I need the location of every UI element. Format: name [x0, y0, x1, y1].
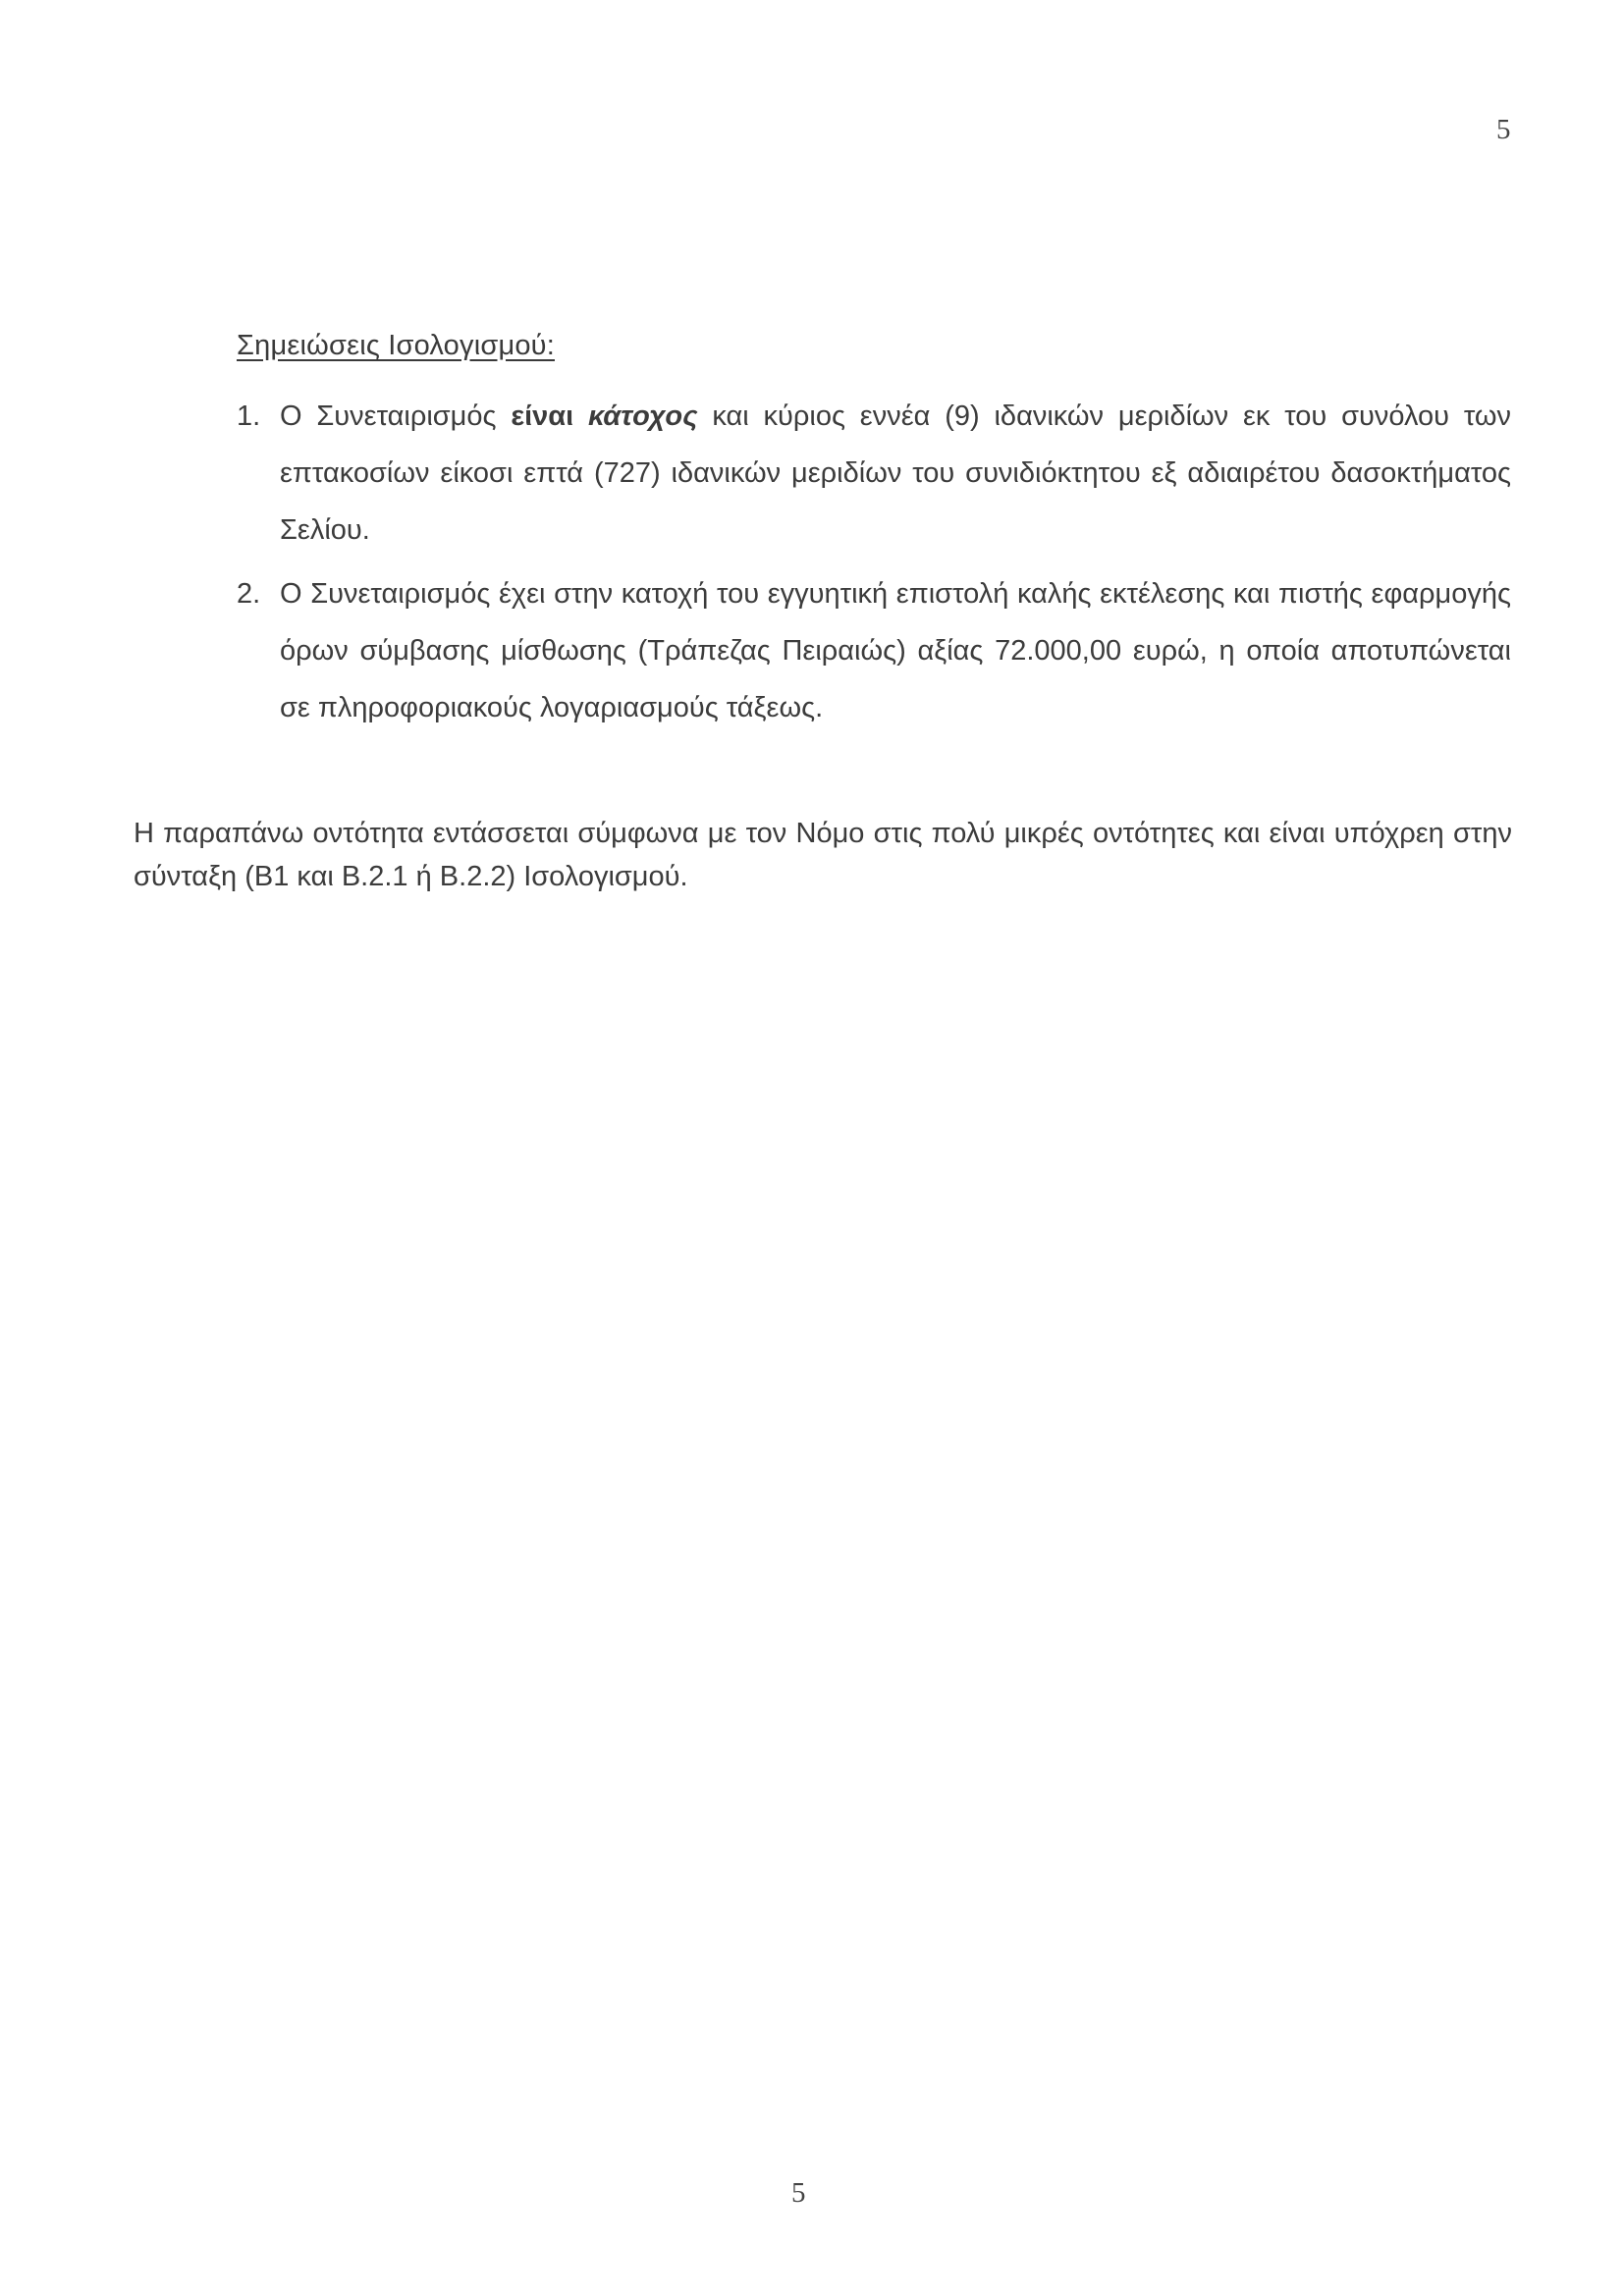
note-body	[280, 388, 1511, 559]
note-item-2	[237, 565, 1513, 736]
note-number: 2.	[237, 578, 261, 610]
page-number-top: 5	[1496, 114, 1511, 145]
closing-paragraph: Η παραπάνω οντότητα εντάσσεται σύμφωνα με τον Νόμο στις πολύ μικρές οντότητες και είναι υπόχρεη στην σύνταξη (Β1 και Β.2.1 ή Β.2.2) Ισολογισμού.	[134, 818, 1512, 892]
note-number: 1.	[237, 400, 261, 432]
note-body: Ο Συνεταιρισμός έχει στην κατοχή του εγγυητική επιστολή καλής εκτέλεσης και πιστής εφαρμογής όρων σύμβασης μίσθωσης (Τράπεζας Πειραιώς) αξίας 72.000,00 ευρώ, η οποία αποτυπώνεται σε πληροφοριακούς λογαριασμούς τάξεως.	[280, 578, 1511, 723]
note-bold-italic-text: κάτοχος	[588, 400, 698, 432]
page-number-bottom: 5	[791, 2177, 806, 2209]
note-item-1	[237, 388, 1513, 559]
note-bold-text: είναι	[511, 400, 574, 432]
notes-heading: Σημειώσεις Ισολογισμού:	[237, 330, 555, 361]
note-text-rest: και κύριος εννέα (9) ιδανικών μεριδίων εκ του συνόλου των επτακοσίων είκοσι επτά (727) ιδανικών μεριδίων του συνιδιόκτητου εξ αδιαιρέτου δασοκτήματος Σελίου.	[280, 400, 1512, 546]
note-text-start: Ο Συνεταιρισμός	[280, 400, 512, 432]
